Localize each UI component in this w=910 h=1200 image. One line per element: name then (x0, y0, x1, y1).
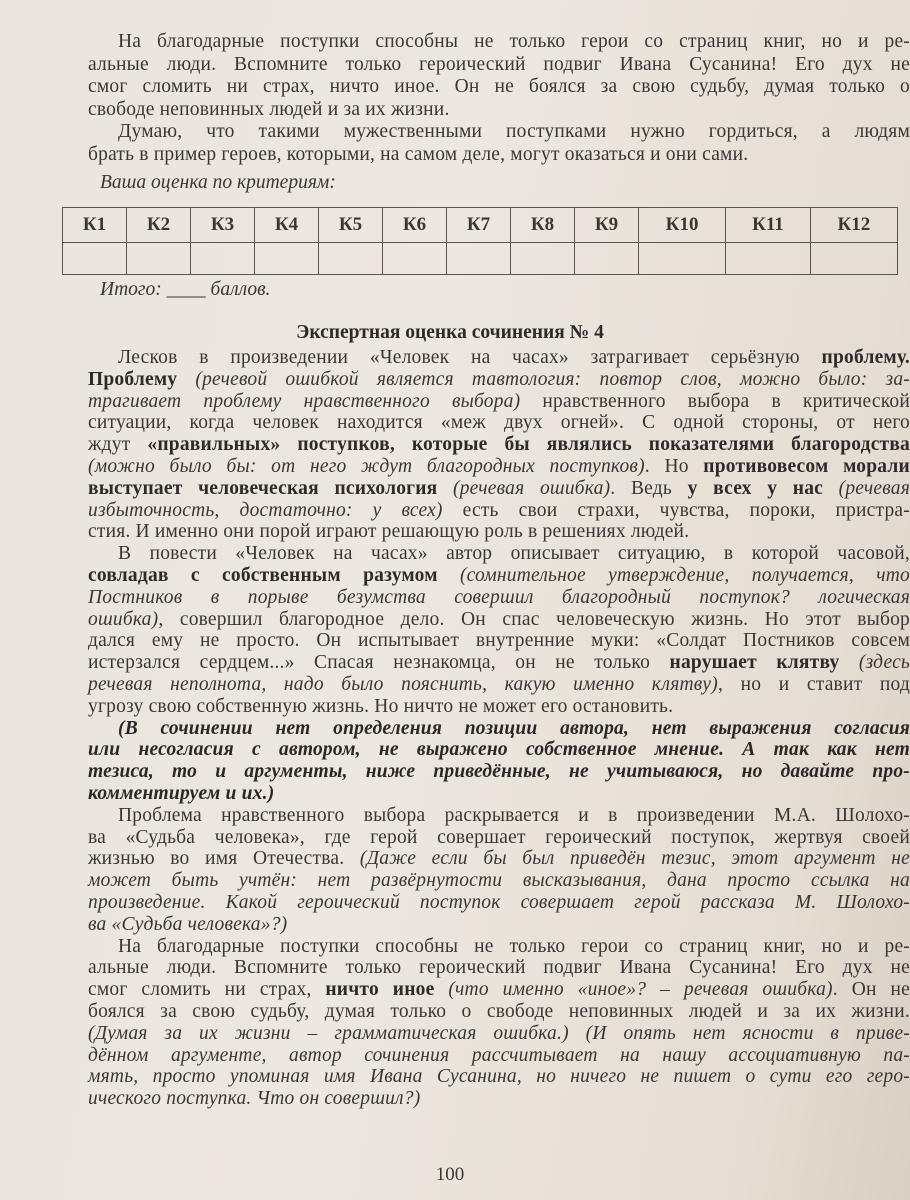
text-segment: Проблема нравственного выбора раскрывается и в произведении М.А. Шолохо- (118, 804, 910, 826)
paragraph (88, 121, 910, 166)
text-line (88, 783, 910, 805)
criteria-score-cell[interactable] (383, 243, 447, 275)
text-segment: . Он не (832, 979, 910, 1001)
text-line (88, 936, 910, 958)
text-segment: Постников в порыве безумства совершил благородный поступок? логическая (88, 586, 910, 608)
text-line (88, 609, 910, 631)
text-segment: «правильных» поступков, которые бы являлись показателями благородства (147, 434, 910, 456)
text-segment: ситуации, когда человек находится «меж двух огней». С одной стороны, от него (88, 412, 910, 434)
criteria-score-cell[interactable] (726, 243, 811, 275)
text-line (88, 827, 910, 849)
text-line (88, 957, 910, 979)
expert-review-text (88, 347, 910, 1110)
criteria-header-cell: К5 (319, 208, 383, 243)
section-heading: Экспертная оценка сочинения № 4 (296, 322, 604, 343)
criteria-score-cell[interactable] (447, 243, 511, 275)
text-segment: (что именно «иное»? – речевая ошибка) (448, 979, 833, 1001)
paragraph (88, 543, 910, 717)
text-line (88, 630, 910, 652)
text-segment: проблему. (821, 347, 910, 368)
criteria-header-cell: К3 (191, 208, 255, 243)
text-line (88, 456, 910, 478)
text-segment: ва «Судьба человека»?) (88, 913, 288, 935)
text-segment: может быть учтён: нет развёрнутости высказывания, дана просто ссылка на (88, 870, 910, 892)
text-segment: истерзался сердцем...» Спасая незнакомца, он не только (88, 652, 670, 674)
text-segment: трагивает проблему нравственного выбора) (88, 390, 521, 412)
text-segment: ничто иное (325, 979, 449, 1001)
text-line (88, 1088, 910, 1110)
paragraph (88, 718, 910, 805)
text-line (88, 521, 910, 543)
text-segment: ва «Судьба человека», где герой совершает героический поступок, жертвуя своей (88, 826, 910, 848)
text-line (88, 652, 910, 674)
text-line (88, 587, 910, 609)
text-segment: (Думая за их жизни – грамматическая ошибка.) (И опять нет ясности в приве- (88, 1022, 910, 1044)
criteria-score-cell[interactable] (639, 243, 726, 275)
criteria-score-cell[interactable] (319, 243, 383, 275)
criteria-score-cell[interactable] (63, 243, 127, 275)
criteria-header-cell: К2 (127, 208, 191, 243)
text-segment: нравственного выбора в критической (520, 390, 910, 412)
text-segment: На благодарные поступки способны не только герои со страниц книг, но и ре- (118, 935, 910, 957)
criteria-header-cell: К9 (575, 208, 639, 243)
criteria-header-cell: К1 (63, 208, 127, 243)
text-segment: альные люди. Вспомните только героический подвиг Ивана Сусанина! Его дух не (88, 53, 910, 75)
text-line (88, 718, 910, 740)
text-line (88, 478, 910, 500)
text-segment: . Но (644, 455, 704, 477)
previous-essay-text (88, 31, 910, 167)
text-line (88, 979, 910, 1001)
text-line (88, 434, 910, 456)
text-segment: или несогласия с автором, не выражено собственное мнение. А так как нет (88, 739, 910, 761)
text-segment: речевая неполнота, надо было пояснить, какую именно клятву) (88, 673, 718, 695)
text-line (88, 543, 910, 565)
text-segment: противовесом морали (703, 455, 910, 477)
paragraph (88, 347, 910, 543)
criteria-header-cell: К11 (726, 208, 811, 243)
text-segment: (здесь (858, 652, 910, 674)
text-line (88, 347, 910, 369)
page-number: 100 (435, 1164, 465, 1185)
text-segment: ического поступка. Что он совершил?) (88, 1088, 421, 1110)
text-line (88, 761, 910, 783)
criteria-header-cell: К8 (511, 208, 575, 243)
text-segment: стия. И именно они порой играют решающую роль в решениях людей. (88, 521, 690, 543)
text-line (88, 674, 910, 696)
text-segment: . Ведь (610, 477, 688, 499)
text-segment: (сомнительное утверждение, получается, что (459, 564, 910, 586)
text-segment: В повести «Человек на часах» автор описывает ситуацию, в которой часовой, (118, 543, 910, 565)
text-segment: жизнью во имя Отечества. (88, 848, 360, 870)
total-score-label: Итого: ____ баллов. (100, 279, 271, 300)
criteria-header-cell: К6 (383, 208, 447, 243)
text-line (88, 144, 910, 167)
text-segment: (можно было бы: от него ждут благородных поступков) (88, 455, 645, 477)
criteria-label: Ваша оценка по критериям: (100, 172, 336, 193)
text-line (88, 914, 910, 936)
criteria-score-cell[interactable] (810, 243, 897, 275)
criteria-score-row (63, 243, 898, 275)
text-segment: смог сломить ни страх, (88, 979, 326, 1001)
text-segment: угрозу свою собственную жизнь. Но ничто не может его остановить. (88, 695, 674, 717)
paragraph (88, 805, 910, 936)
criteria-score-cell[interactable] (191, 243, 255, 275)
criteria-header-row (63, 208, 898, 243)
text-segment: альные люди. Вспомните только героический подвиг Ивана Сусанина! Его дух не (88, 957, 910, 979)
text-line (88, 412, 910, 434)
text-line (88, 54, 910, 77)
text-line (88, 76, 910, 99)
text-segment: тезиса, то и аргументы, ниже приведённые, не учитываюся, но давайте про- (88, 761, 910, 783)
text-line (88, 1001, 910, 1023)
text-segment: выступает человеческая психология (88, 477, 454, 499)
text-segment: Думаю, что такими мужественными поступками нужно гордиться, а людям (118, 121, 910, 143)
text-segment: (речевой ошибкой является тавтология: повтор слов, можно было: за- (195, 368, 910, 390)
text-segment: дался ему не просто. Он испытывает внутренние муки: «Солдат Постников совсем (88, 630, 910, 652)
text-segment: боялся за свою судьбу, думая только о свободе неповинных людей и за их жизни. (88, 1000, 910, 1022)
text-segment: , но и ставит под (717, 673, 910, 695)
text-line (88, 121, 910, 144)
text-line (88, 848, 910, 870)
criteria-header-cell: К10 (639, 208, 726, 243)
criteria-header-cell: К7 (447, 208, 511, 243)
criteria-header-cell: К12 (810, 208, 897, 243)
text-line (88, 565, 910, 587)
criteria-score-table (62, 207, 898, 275)
text-segment: (речевая ошибка) (453, 477, 611, 499)
criteria-score-cell[interactable] (511, 243, 575, 275)
text-line (88, 391, 910, 413)
text-segment: произведение. Какой героический поступок совершает герой рассказа М. Шолохо- (88, 891, 910, 913)
criteria-score-cell[interactable] (575, 243, 639, 275)
text-line (88, 500, 910, 522)
text-segment: свободе неповинных людей и за их жизни. (88, 98, 450, 120)
criteria-header-cell: К4 (255, 208, 319, 243)
paragraph (88, 31, 910, 121)
text-segment: нарушает клятву (669, 652, 859, 674)
text-line (88, 805, 910, 827)
text-segment: мять, просто упоминая имя Ивана Сусанина, но ничего не пишет о сути его геро- (88, 1066, 910, 1088)
text-segment: ждут (88, 434, 148, 456)
text-segment: совладав с собственным разумом (88, 564, 460, 586)
text-segment: есть свои страхи, чувства, пороки, пристра- (442, 499, 910, 521)
text-line (88, 31, 910, 54)
text-line (88, 1066, 910, 1088)
criteria-score-cell[interactable] (127, 243, 191, 275)
text-line (88, 739, 910, 761)
text-line (88, 1045, 910, 1067)
text-segment: брать в пример героев, которыми, на самом деле, могут оказаться и они сами. (88, 143, 749, 165)
text-segment: (речевая (838, 477, 910, 499)
text-line (88, 1023, 910, 1045)
text-segment: (В сочинении нет определения позиции автора, нет выражения согласия (118, 717, 910, 739)
text-segment: дённом аргументе, автор сочинения рассчитывает на нашу ассоциативную па- (88, 1044, 910, 1066)
text-line (88, 696, 910, 718)
text-segment: Проблему (88, 368, 196, 390)
text-segment: ошибка) (88, 608, 159, 630)
text-segment: избыточность, достаточно: у всех) (88, 499, 443, 521)
text-line (88, 99, 910, 122)
text-segment: На благодарные поступки способны не только герои со страниц книг, но и ре- (118, 31, 910, 52)
text-line (88, 369, 910, 391)
text-segment: , совершил благородное дело. Он спас человеческую жизнь. Но этот выбор (158, 608, 910, 630)
text-segment: у всех у нас (687, 477, 839, 499)
text-line (88, 870, 910, 892)
text-line (88, 892, 910, 914)
text-segment: Лесков в произведении «Человек на часах» затрагивает серьёзную (118, 347, 822, 368)
paragraph (88, 936, 910, 1110)
text-segment: комментируем и их.) (88, 782, 275, 804)
text-segment: (Даже если бы был приведён тезис, этот аргумент не (359, 848, 910, 870)
criteria-score-cell[interactable] (255, 243, 319, 275)
text-segment: смог сломить ни страх, ничто иное. Он не боялся за свою судьбу, думая только о (88, 76, 910, 98)
